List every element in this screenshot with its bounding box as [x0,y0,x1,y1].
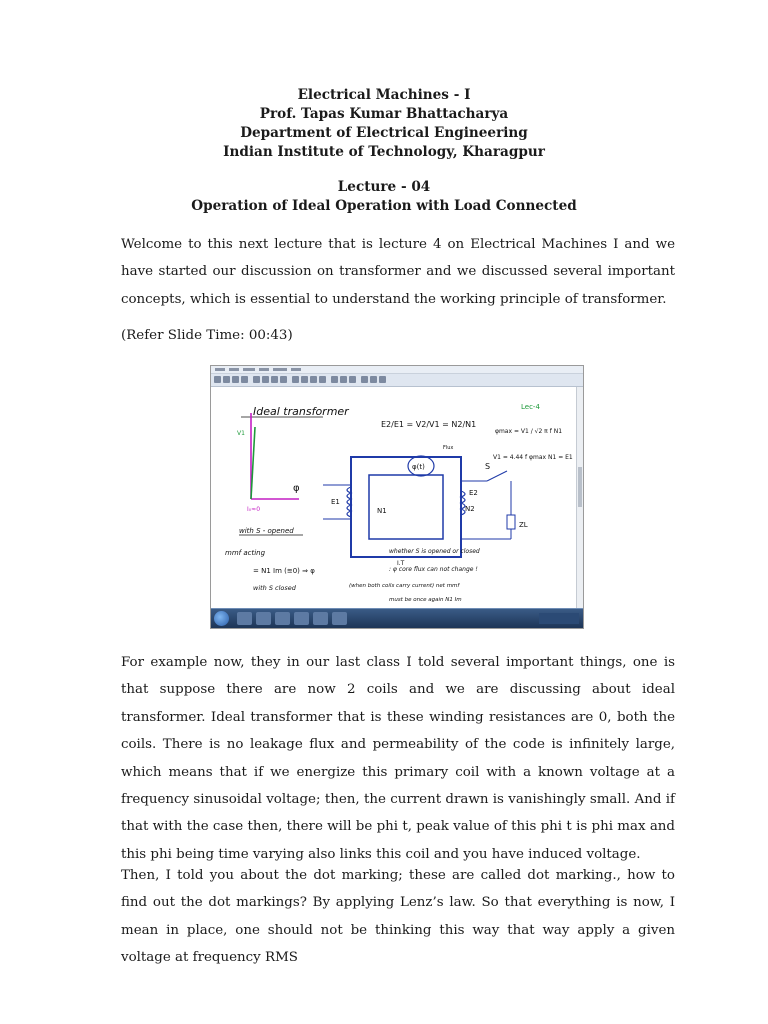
start-button-icon [214,611,229,626]
slide-scrollbar [576,387,583,609]
slide-title: Ideal transformer [253,405,349,418]
graph-origin-label: I₀≈0 [247,506,261,513]
paragraph-ideal-transformer: For example now, they in our last class I told several important things, one is that suppose there are now 2 coils and we are discussing about ideal transformer. Ideal transformer that is these winding resistances are 0, both the coils. There is no leakage flux and permeability of the code is infinitely large, which means that if we energize this primary coil with a known voltage at a frequency sinusoidal voltage; then, the current drawn is vanishingly small. And if that with the case then, there will be phi t, peak value of this phi t is phi max and this phi being time varying also links this coil and you have induced voltage. [121,655,675,862]
note-both-coils: (when both coils carry current) net mmf [349,583,460,589]
transformer-core-outer [351,457,461,557]
switch-blade [487,471,507,481]
paragraph-dot-marking: Then, I told you about the dot marking; these are called dot marking., how to find out the dot markings? By applying Lenz’s law. So that everything is now, I mean in place, one should not be thinking this way that way apply a given voltage at frequency RMS [121,868,675,966]
equation-phi-max: φmax = V1 / √2 π f N1 [495,428,563,435]
equation-v1: V1 = 4.44 f φmax N1 = E1 [493,454,573,461]
slide-toolbar [211,374,583,387]
department-name: Department of Electrical Engineering [240,125,528,141]
note-whether-s: whether S is opened or closed [389,548,480,555]
with-s-closed-note: with S closed [253,584,296,592]
slide-screenshot [210,365,584,629]
flux-label: φ(t) [412,463,425,471]
lecture-header [0,86,768,216]
slide-corner-label: Lec-4 [521,403,540,411]
lecture-title: Operation of Ideal Operation with Load Connected [191,198,577,214]
slide-taskbar [211,608,583,628]
with-s-open-note: with S - opened [239,527,294,535]
secondary-turns-label: N2 [465,505,475,513]
graph-y-label: V1 [237,430,245,437]
flux-tag: Flux [443,445,454,451]
refer-slide-time: (Refer Slide Time: 00:43) [121,328,293,343]
load-label: ZL [519,521,528,529]
slide-whiteboard [211,387,576,609]
paragraph-intro: Welcome to this next lecture that is lecture 4 on Electrical Machines I and we have started our discussion on transformer and we discussed several important concepts, which is essential to understand the working principle of transformer. [121,237,675,307]
primary-emf-label: E1 [331,498,340,506]
primary-turns-label: N1 [377,507,387,515]
slide-menubar [211,366,583,374]
graph-x-label: φ [293,483,300,494]
mmf-equation: = N1 Im (≊0) ⇒ φ [253,567,315,575]
institute-name: Indian Institute of Technology, Kharagpur [223,144,545,160]
note-must-be: must be once again N1 Im [389,597,462,603]
equation-ratio: E2/E1 = V2/V1 = N2/N1 [381,420,477,429]
load-impedance [507,515,515,529]
system-tray [539,613,579,624]
professor-name: Prof. Tapas Kumar Bhattacharya [259,106,509,122]
mmf-acting-label: mmf acting [225,549,266,557]
course-title: Electrical Machines - I [297,87,471,103]
note-core-flux: : φ core flux can not change ! [389,566,478,573]
secondary-emf-label: E2 [469,489,478,497]
core-label: I.T [397,560,405,567]
lecture-number: Lecture - 04 [337,179,431,195]
switch-label: S [485,462,491,471]
